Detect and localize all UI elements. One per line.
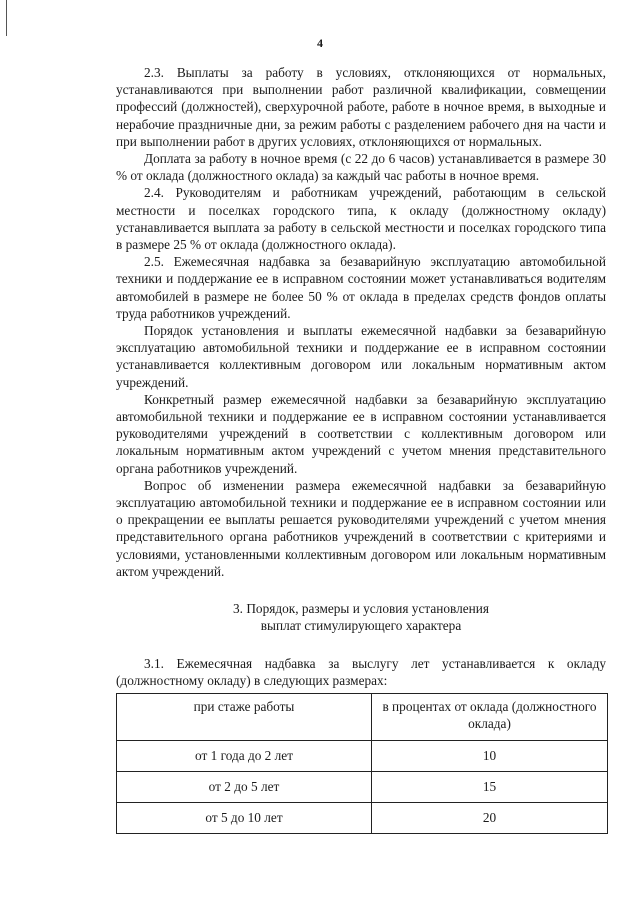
table-row — [117, 740, 608, 771]
table-cell: от 2 до 5 лет — [117, 771, 372, 802]
paragraph-2-4: 2.4. Руководителям и работникам учреждений, работающим в сельской местности и поселках городского типа, к окладу (должностному окладу) устанавливается выплата за работу в сельской местности и поселках городского типа в размере 25 % от оклада (должностного оклада). — [116, 185, 606, 253]
paragraph-specific-size: Конкретный размер ежемесячной надбавки за безаварийную эксплуатацию автомобильной техники и поддержание ее в исправном состоянии устанавливается руководителями учреждений в соответствии с коллективным договором или локальным нормативным актом учреждений с учетом мнения представительного органа работников учреждений. — [116, 391, 606, 476]
document-body — [116, 64, 606, 834]
table-cell: 15 — [372, 771, 608, 802]
paragraph-2-3: 2.3. Выплаты за работу в условиях, отклоняющихся от нормальных, устанавливаются при выполнении работ различной квалификации, совмещении профессий (должностей), сверхурочной работе, работе в ночное время, в выходные и нерабочие праздничные дни, за режим работы с разделением рабочего дня на части и при выполнении работ в других условиях, отклоняющихся от нормальных. — [116, 65, 606, 149]
table-cell: 20 — [372, 802, 608, 833]
scan-edge-mark — [6, 0, 7, 36]
paragraph-3-1: 3.1. Ежемесячная надбавка за выслугу лет устанавливается к окладу (должностному окладу) в следующих размерах: — [116, 655, 606, 688]
table-header-row — [117, 693, 608, 740]
section-3-heading-line1: 3. Порядок, размеры и условия установления — [233, 601, 489, 617]
table-cell: 10 — [372, 740, 608, 771]
table-cell: от 1 года до 2 лет — [117, 740, 372, 771]
table-cell: от 5 до 10 лет — [117, 802, 372, 833]
paragraph-procedure: Порядок установления и выплаты ежемесячной надбавки за безаварийную эксплуатацию автомобильной техники и поддержание ее в исправном состоянии устанавливается коллективным договором или локальным нормативным актом учреждений. — [116, 323, 606, 390]
table-row — [117, 771, 608, 802]
seniority-table — [116, 693, 608, 834]
table-header-cell: при стаже работы — [117, 693, 372, 740]
section-3-heading — [116, 600, 606, 634]
paragraph-change-size: Вопрос об изменении размера ежемесячной надбавки за безаварийную эксплуатацию автомобильной техники и поддержание ее в исправном состоянии или о прекращении ее выплаты решается руководителями учреждений с учетом мнения представительного органа работников учреждений в соответствии с критериями и условиями, установленными коллективным договором или локальным нормативным актом учреждений. — [116, 477, 606, 579]
section-3-heading-line2: выплат стимулирующего характера — [260, 618, 462, 634]
table-row — [117, 802, 608, 833]
paragraph-2-5: 2.5. Ежемесячная надбавка за безаварийную эксплуатацию автомобильной техники и поддержание ее в исправном состоянии может устанавливаться водителям автомобилей в размере не более 50 % от оклада в пределах средств фондов оплаты труда работников учреждений. — [116, 254, 606, 321]
paragraph-night-pay: Доплата за работу в ночное время (с 22 до 6 часов) устанавливается в размере 30 % от оклада (должностного оклада) за каждый час работы в ночное время. — [116, 151, 606, 184]
page-number: 4 — [317, 36, 323, 50]
table-header-cell: в процентах от оклада (должностного оклада) — [372, 693, 608, 740]
